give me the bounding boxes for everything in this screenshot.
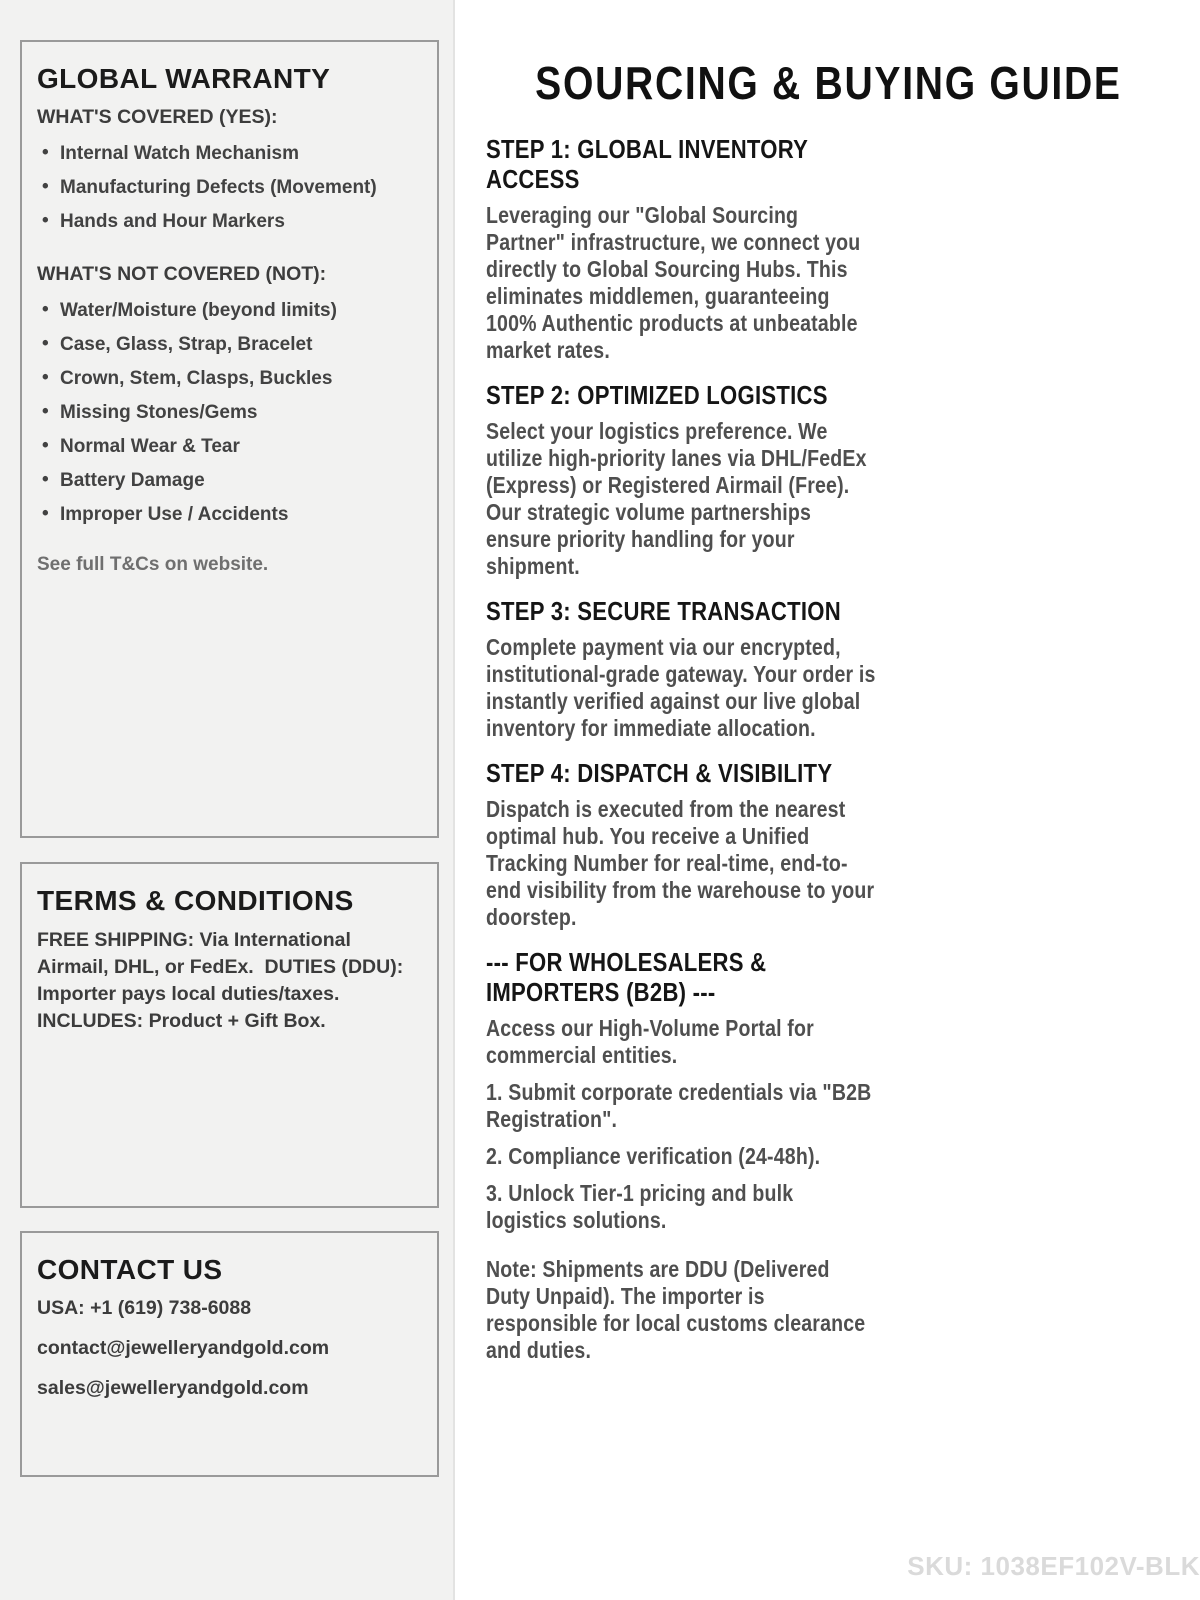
step-3-paragraph: Complete payment via our encrypted, institutional-grade gateway. Your order is instantly verified against our live global inventory for immediate allocation. [486, 634, 876, 741]
b2b-intro: Access our High-Volume Portal for commercial entities. [486, 1015, 814, 1068]
list-item: • Manufacturing Defects (Movement) [37, 178, 421, 197]
step-2-section [486, 380, 877, 580]
step-4-paragraph: Dispatch is executed from the nearest optimal hub. You receive a Unified Tracking Number for real-time, end-to-end visibility from the warehouse to your doorstep. [486, 796, 875, 930]
step-1-section [486, 134, 877, 364]
step-3-heading: STEP 3: SECURE TRANSACTION [486, 596, 841, 626]
sku-label: SKU: 1038EF102V-BLK [907, 1551, 1200, 1581]
page-title: SOURCING & BUYING GUIDE [535, 57, 1122, 109]
main-content [457, 0, 1200, 1600]
step-4-section [486, 758, 877, 931]
warranty-covered-heading: WHAT'S COVERED (YES): [37, 106, 278, 128]
step-2-paragraph: Select your logistics preference. We utilize high-priority lanes via DHL/FedEx (Express) or Registered Airmail (Free). Our strategic volume partnerships ensure priority handling for your shipment. [486, 418, 867, 579]
terms-box [20, 862, 439, 1208]
b2b-step-1: 1. Submit corporate credentials via "B2B Registration". [486, 1079, 872, 1132]
step-2-heading: STEP 2: OPTIMIZED LOGISTICS [486, 380, 828, 410]
b2b-heading: --- FOR WHOLESALERS & IMPORTERS (B2B) --- [486, 947, 767, 1007]
warranty-footnote: See full T&Cs on website. [37, 554, 269, 575]
warranty-title: GLOBAL WARRANTY [37, 63, 331, 94]
b2b-step-2: 2. Compliance verification (24-48h). [486, 1143, 821, 1169]
step-1-paragraph: Leveraging our "Global Sourcing Partner" infrastructure, we connect you directly to Global Sourcing Hubs. This eliminates middlemen, guaranteeing 100% Authentic products at unbeatable market rates. [486, 202, 861, 363]
list-item: • Crown, Stem, Clasps, Buckles [37, 369, 421, 388]
contact-phone: USA: +1 (619) 738-6088 [37, 1297, 252, 1319]
contact-title: CONTACT US [37, 1254, 223, 1285]
sidebar [0, 0, 455, 1600]
contact-box [20, 1231, 439, 1477]
list-item: • Hands and Hour Markers [37, 212, 421, 231]
list-item: • Improper Use / Accidents [37, 505, 421, 524]
step-1-heading: STEP 1: GLOBAL INVENTORY ACCESS [486, 134, 808, 194]
list-item: • Battery Damage [37, 471, 421, 490]
terms-body: FREE SHIPPING: Via International Airmail, DHL, or FedEx. DUTIES (DDU): Importer pays local duties/taxes. INCLUDES: Product + Gift Box. [37, 929, 409, 1032]
list-item: • Internal Watch Mechanism [37, 144, 421, 163]
guide-body [486, 134, 877, 1380]
terms-title: TERMS & CONDITIONS [37, 885, 354, 916]
b2b-step-3: 3. Unlock Tier-1 pricing and bulk logistics solutions. [486, 1180, 794, 1233]
step-4-heading: STEP 4: DISPATCH & VISIBILITY [486, 758, 833, 788]
list-item: • Water/Moisture (beyond limits) [37, 301, 421, 320]
contact-sales-email: sales@jewelleryandgold.com [37, 1377, 309, 1399]
ddu-note: Note: Shipments are DDU (Delivered Duty Unpaid). The importer is responsible for local customs clearance and duties. [486, 1256, 866, 1363]
list-item: • Normal Wear & Tear [37, 437, 421, 456]
list-item: • Missing Stones/Gems [37, 403, 421, 422]
step-3-section [486, 596, 877, 742]
b2b-section [486, 947, 877, 1364]
warranty-box [20, 40, 439, 838]
warranty-not-covered-heading: WHAT'S NOT COVERED (NOT): [37, 263, 327, 285]
contact-email: contact@jewelleryandgold.com [37, 1337, 330, 1359]
list-item: • Case, Glass, Strap, Bracelet [37, 335, 421, 354]
